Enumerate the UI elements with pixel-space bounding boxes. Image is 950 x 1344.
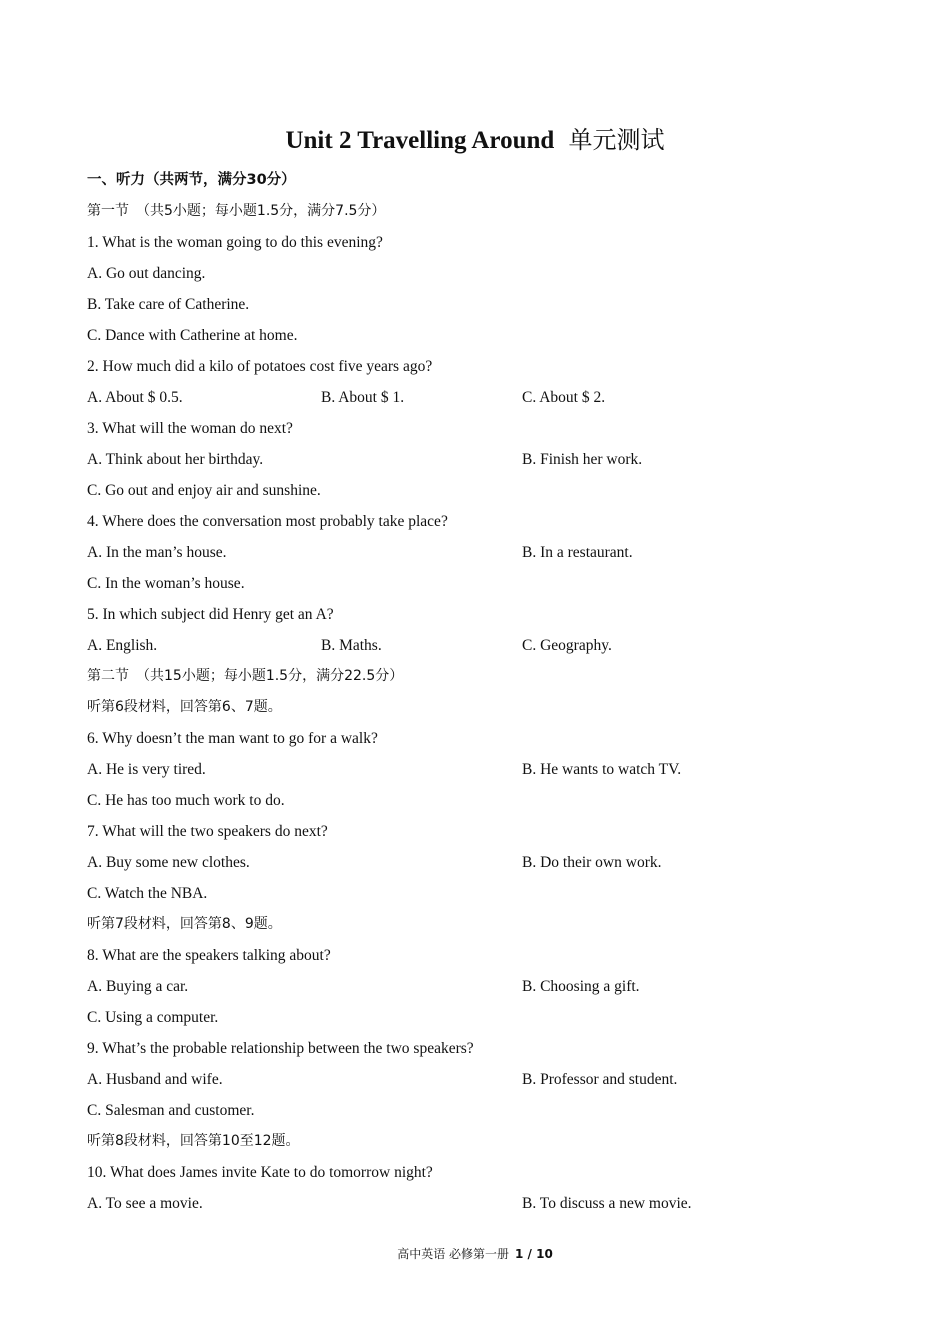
q9-options-ab [87, 1064, 887, 1095]
q2-stem: 2. How much did a kilo of potatoes cost five years ago? [87, 358, 433, 375]
q1-option-c: C. Dance with Catherine at home. [87, 327, 298, 344]
q8-option-c: C. Using a computer. [87, 1009, 219, 1026]
material-6-instruction: 听第6段材料，回答第6、7题。 [87, 699, 282, 715]
q4-stem: 4. Where does the conversation most probably take place? [87, 513, 448, 530]
q9-option-a: A. Husband and wife. [87, 1071, 223, 1088]
q2-option-a: A. About $ 0.5. [87, 389, 183, 406]
q6-stem: 6. Why doesn’t the man want to go for a walk? [87, 730, 378, 747]
q10-stem: 10. What does James invite Kate to do tomorrow night? [87, 1164, 433, 1181]
q2-option-b: B. About $ 1. [321, 389, 405, 406]
q1-option-a: A. Go out dancing. [87, 265, 206, 282]
q8-stem: 8. What are the speakers talking about? [87, 947, 331, 964]
q10-options-ab [87, 1188, 887, 1219]
part1-heading: 第一节 （共5小题；每小题1.5分，满分7.5分） [87, 203, 386, 219]
q3-option-c: C. Go out and enjoy air and sunshine. [87, 482, 321, 499]
q8-options-ab [87, 971, 887, 1002]
page-title [0, 122, 950, 159]
q10-option-b: B. To discuss a new movie. [522, 1195, 692, 1212]
q5-option-c: C. Geography. [522, 637, 612, 654]
q6-option-c: C. He has too much work to do. [87, 792, 285, 809]
q10-option-a: A. To see a movie. [87, 1195, 203, 1212]
material-8-instruction: 听第8段材料，回答第10至12题。 [87, 1133, 300, 1149]
section-heading: 一、听力（共两节，满分30分） [87, 172, 296, 188]
q4-option-c: C. In the woman’s house. [87, 575, 245, 592]
q6-options-ab [87, 754, 887, 785]
page-number: 1 / 10 [515, 1247, 553, 1261]
q9-stem: 9. What’s the probable relationship between the two speakers? [87, 1040, 474, 1057]
q7-stem: 7. What will the two speakers do next? [87, 823, 328, 840]
q5-options [87, 630, 887, 661]
title-en: Unit 2 Travelling Around [285, 127, 555, 154]
q4-option-a: A. In the man’s house. [87, 544, 227, 561]
q7-option-b: B. Do their own work. [522, 854, 662, 871]
exam-content [87, 165, 887, 1219]
q8-option-b: B. Choosing a gift. [522, 978, 640, 995]
q8-option-a: A. Buying a car. [87, 978, 189, 995]
title-cn: 单元测试 [568, 126, 665, 154]
q2-options [87, 382, 887, 413]
q3-option-a: A. Think about her birthday. [87, 451, 264, 468]
q3-stem: 3. What will the woman do next? [87, 420, 293, 437]
q4-options-ab [87, 537, 887, 568]
footer-text: 高中英语 必修第一册 [397, 1247, 510, 1261]
q1-stem: 1. What is the woman going to do this evening? [87, 234, 383, 251]
q6-option-a: A. He is very tired. [87, 761, 206, 778]
q7-option-c: C. Watch the NBA. [87, 885, 208, 902]
material-7-instruction: 听第7段材料，回答第8、9题。 [87, 916, 282, 932]
q6-option-b: B. He wants to watch TV. [522, 761, 682, 778]
q5-stem: 5. In which subject did Henry get an A? [87, 606, 334, 623]
q1-option-b: B. Take care of Catherine. [87, 296, 250, 313]
q5-option-a: A. English. [87, 637, 158, 654]
q2-option-c: C. About $ 2. [522, 389, 606, 406]
q3-option-b: B. Finish her work. [522, 451, 643, 468]
q9-option-c: C. Salesman and customer. [87, 1102, 255, 1119]
q3-options-ab [87, 444, 887, 475]
part2-heading: 第二节 （共15小题；每小题1.5分，满分22.5分） [87, 668, 404, 684]
page-footer [0, 1244, 950, 1264]
q9-option-b: B. Professor and student. [522, 1071, 678, 1088]
q5-option-b: B. Maths. [321, 637, 382, 654]
q7-option-a: A. Buy some new clothes. [87, 854, 250, 871]
q4-option-b: B. In a restaurant. [522, 544, 633, 561]
q7-options-ab [87, 847, 887, 878]
